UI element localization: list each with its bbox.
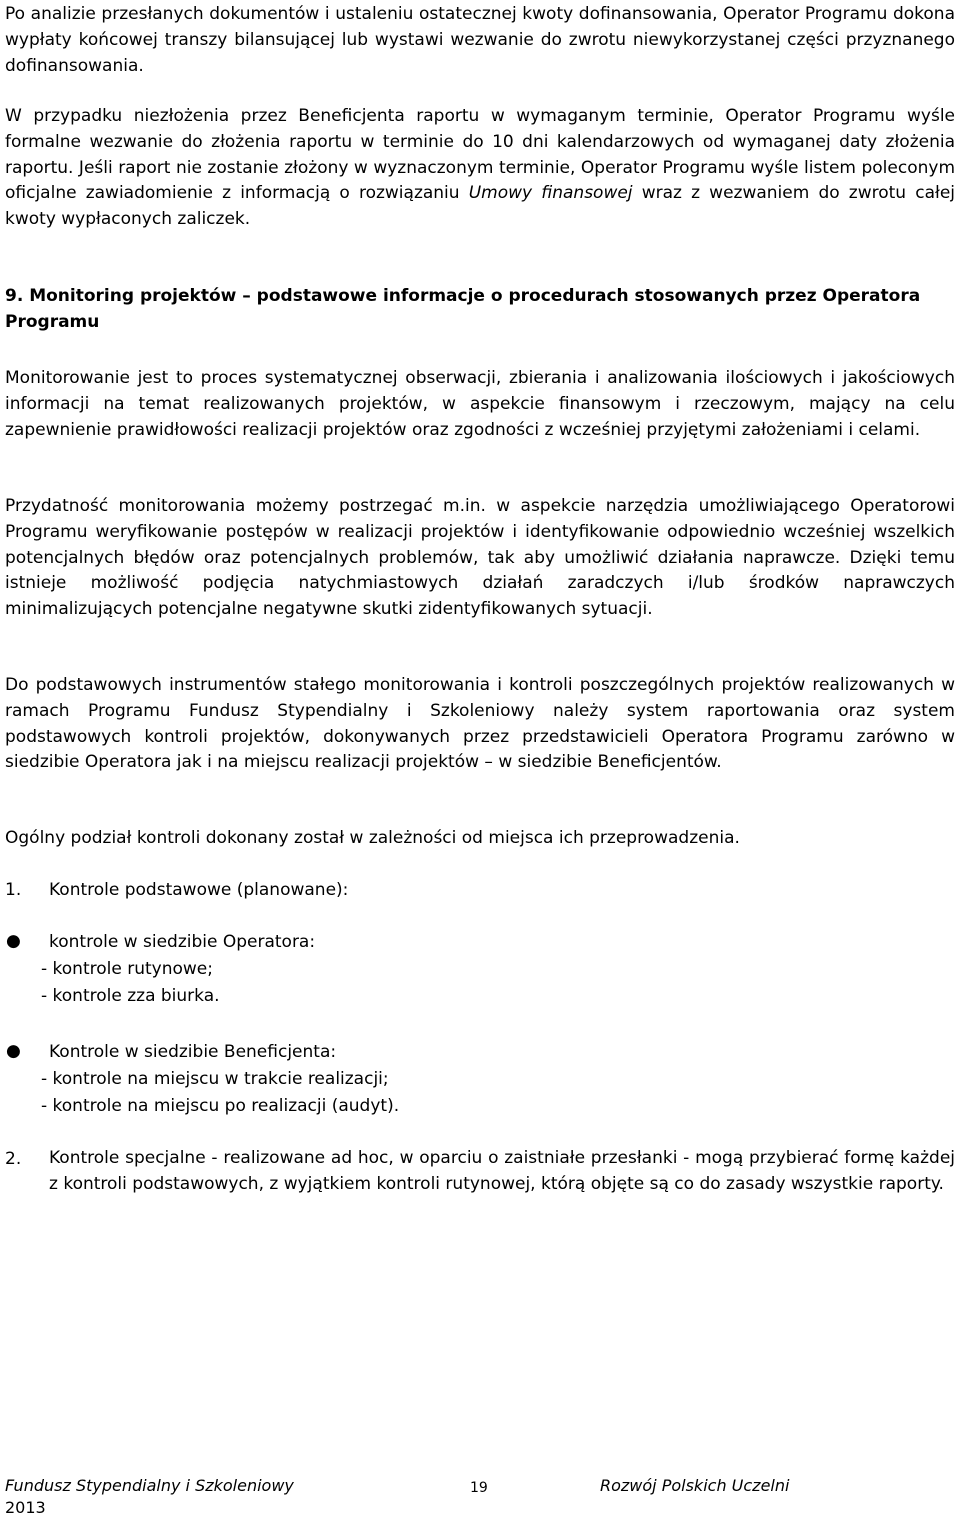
sub-item-onsite-during: - kontrole na miejscu w trakcie realizacji; <box>41 1069 389 1089</box>
section-heading-monitoring: 9. Monitoring projektów – podstawowe informacje o procedurach stosowanych przez Operatora Programu <box>5 286 921 332</box>
list-number-1: 1. <box>5 880 22 900</box>
paragraph-report-deadline-text: W przypadku niezłożenia przez Beneficjenta raportu w wymaganym terminie, Operator Programu wyśle formalne wezwanie do złożenia raportu w terminie do 10 dni kalendarzowych od wymaganej daty złożenia raportu. Jeśli raport nie zostanie złożony w wyznaczonym terminie, Operator Programu wyśle listem poleconym oficjalne zawiadomienie z informacją o rozwiązaniu <box>5 106 955 204</box>
paragraph-final-payment: Po analizie przesłanych dokumentów i ustaleniu ostatecznej kwoty dofinansowania, Operator Programu dokona wypłaty końcowej transzy bilansującej lub wystawi wezwanie do zwrotu niewykorzystanej części przyznanego dofinansowania. <box>5 4 955 76</box>
paragraph-report-deadline-end: wraz z wezwaniem do zwrotu całej kwoty wypłaconych zaliczek. <box>5 183 955 230</box>
sub-item-desk: - kontrole zza biurka. <box>41 986 220 1006</box>
sub-item-onsite-audit: - kontrole na miejscu po realizacji (audyt). <box>41 1096 400 1116</box>
paragraph-control-division: Ogólny podział kontroli dokonany został w zależności od miejsca ich przeprowadzenia. <box>5 828 740 848</box>
footer-project-name: Rozwój Polskich Uczelni <box>600 1476 790 1495</box>
footer-program-name: Fundusz Stypendialny i Szkoleniowy <box>5 1476 294 1495</box>
sub-item-routine: - kontrole rutynowe; <box>41 959 213 979</box>
italic-umowy-finansowej: Umowy finansowej <box>468 183 633 204</box>
paragraph-monitoring-definition: Monitorowanie jest to proces systematycznej obserwacji, zbierania i analizowania ilościowych i jakościowych informacji na temat realizowanych projektów, w aspekcie finansowym i rzeczowym, mający na celu zapewnienie prawidłowości realizacji projektów oraz zgodności z wcześniej przyjętymi założeniami i celami. <box>5 368 955 440</box>
list-item-basic-controls: Kontrole podstawowe (planowane): <box>49 880 349 900</box>
list-item-beneficiary-controls: Kontrole w siedzibie Beneficjenta: <box>49 1042 337 1062</box>
footer-year: 2013 <box>5 1498 46 1517</box>
bullet-icon: ● <box>6 1041 21 1061</box>
list-item-special-controls: Kontrole specjalne - realizowane ad hoc, w oparciu o zaistniałe przesłanki - mogą przybierać formę każdej z kontroli podstawowych, z wyjątkiem kontroli rutynowej, którą objęte są co do zasady wszystkie raporty. <box>49 1148 955 1194</box>
bullet-icon: ● <box>6 931 21 951</box>
list-number-2: 2. <box>5 1149 22 1169</box>
paragraph-monitoring-usefulness: Przydatność monitorowania możemy postrzegać m.in. w aspekcie narzędzia umożliwiającego Operatorowi Programu weryfikowanie postępów w realizacji projektów i identyfikowanie odpowiednio wcześniej wszelkich potencjalnych błędów oraz potencjalnych problemów, tak aby umożliwić działania naprawcze. Dzięki temu istnieje możliwość podjęcia natychmiastowych działań zaradczych i/lub środków naprawczych minimalizujących potencjalne negatywne skutki zidentyfikowanych sytuacji. <box>5 496 955 620</box>
list-item-operator-controls: kontrole w siedzibie Operatora: <box>49 932 316 952</box>
paragraph-monitoring-instruments: Do podstawowych instrumentów stałego monitorowania i kontroli poszczególnych projektów realizowanych w ramach Programu Fundusz Stypendialny i Szkoleniowy należy system raportowania oraz system podstawowych kontroli projektów, dokonywanych przez przedstawicieli Operatora Programu zarówno w siedzibie Operatora jak i na miejscu realizacji projektów – w siedzibie Beneficjentów. <box>5 675 955 773</box>
paragraph-report-deadline <box>5 104 955 233</box>
page-number: 19 <box>470 1480 488 1496</box>
